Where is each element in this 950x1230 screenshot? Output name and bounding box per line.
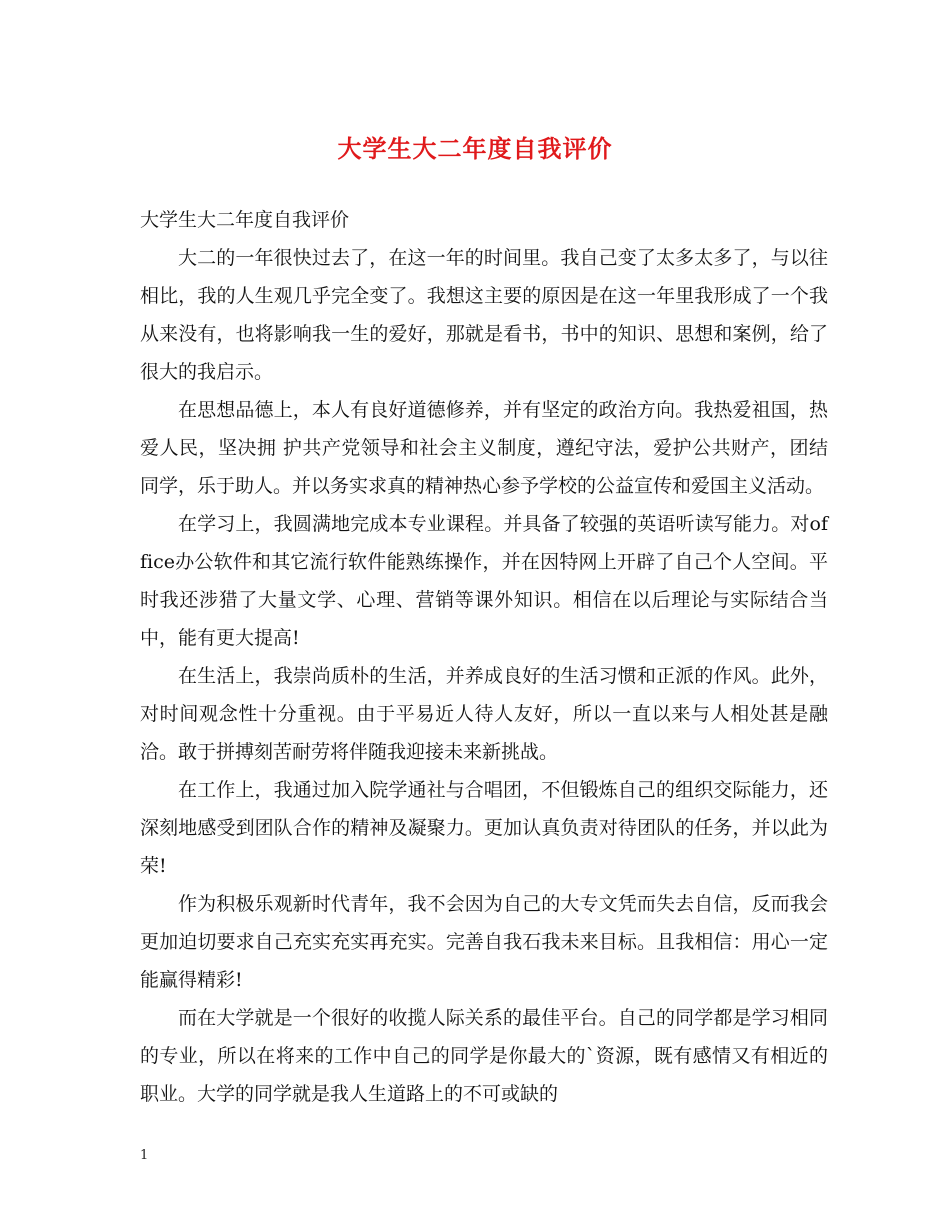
paragraph-2: 在思想品德上，本人有良好道德修养，并有坚定的政治方向。我热爱祖国，热爱人民，坚决拥 护共产党领导和社会主义制度，遵纪守法，爱护公共财产，团结同学，乐于助人。并以务实求真的精神热心参予学校的公益宣传和爱国主义活动。: [140, 399, 828, 497]
paragraph-7: 而在大学就是一个很好的收揽人际关系的最佳平台。自己的同学都是学习相同的专业，所以在将来的工作中自己的同学是你最大的`资源，既有感情又有相近的职业。大学的同学就是我人生道路上的不可或缺的: [140, 1007, 828, 1105]
paragraph-3: 在学习上，我圆满地完成本专业课程。并具备了较强的英语听读写能力。对office办公软件和其它流行软件能熟练操作，并在因特网上开辟了自己个人空间。平时我还涉猎了大量文学、心理、营销等课外知识。相信在以后理论与实际结合当中，能有更大提高!: [140, 513, 828, 649]
paragraph-1: 大二的一年很快过去了，在这一年的时间里。我自己变了太多太多了，与以往相比，我的人生观几乎完全变了。我想这主要的原因是在这一年里我形成了一个我从来没有，也将影响我一生的爱好，那就是看书，书中的知识、思想和案例，给了很大的我启示。: [140, 247, 828, 383]
paragraph-4: 在生活上，我崇尚质朴的生活，并养成良好的生活习惯和正派的作风。此外，对时间观念性十分重视。由于平易近人待人友好，所以一直以来与人相处甚是融洽。敢于拼搏刻苦耐劳将伴随我迎接未来新挑战。: [140, 665, 828, 763]
document-title: 大学生大二年度自我评价: [337, 134, 613, 163]
document-subtitle: 大学生大二年度自我评价: [140, 209, 350, 231]
page-number: 1: [140, 1148, 149, 1163]
document-body: [140, 201, 828, 1113]
paragraph-5: 在工作上，我通过加入院学通社与合唱团，不但锻炼自己的组织交际能力，还深刻地感受到团队合作的精神及凝聚力。更加认真负责对待团队的任务，并以此为荣!: [140, 779, 828, 877]
paragraph-6: 作为积极乐观新时代青年，我不会因为自己的大专文凭而失去自信，反而我会更加迫切要求自己充实充实再充实。完善自我石我未来目标。且我相信：用心一定能赢得精彩!: [140, 893, 828, 991]
